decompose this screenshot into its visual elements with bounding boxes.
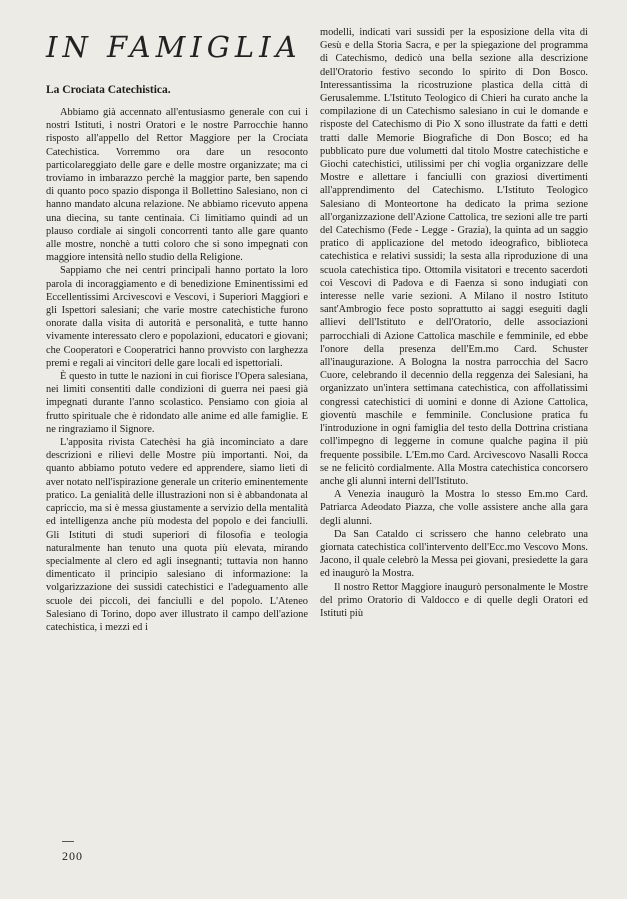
right-column — [320, 26, 588, 620]
paragraph: Sappiamo che nei centri principali hanno portato la loro parola di incoraggiamento e di benedizione Eminentissimi ed Eccellentissimi Arcivescovi e Vescovi, i Superiori Maggiori e gli Ispettori salesiani; che varie mostre catechistiche furono onorate dalla visita di autorità e personalità, e tutte hanno vivamente interessato clero e popolazioni, educatori e giovani; che Cooperatori e Cooperatrici hanno provvisto con larghezza premi e regali ai vincitori delle gare locali ed ispettoriali. — [46, 265, 308, 369]
paragraph: Il nostro Rettor Maggiore inaugurò personalmente le Mostre del primo Oratorio di Valdocco e di quelle degli Oratori ed Istituti più — [320, 581, 588, 619]
paragraph: L'apposita rivista Catechèsi ha già incominciato a dare descrizioni e rilievi delle Mostre più importanti. Noi, da quanto abbiamo potuto vedere ed apprendere, siamo lieti di aver notato nell'ispirazione generale un criterio eminentemente pratico. La genialità delle illustrazioni non si è abbandonata al capriccio, ma si è messa giustamente a servizio della mentalità ed intelligenza anche più modesta del popolo e dei fanciulli. Gli Istituti di studi superiori di filosofia e teologia naturalmente han tenuto una quota più elevata, mirando specialmente al clero ed agli insegnanti; tuttavia non hanno dimenticato il principio salesiano di informazione: la volgarizzazione dei sussidi catechistici e l'adeguamento alle scuole dei piccoli, dei fanciulli e del popolo. L'Ateneo Salesiano di Torino, dopo aver illustrato il campo dell'azione catechistica, i mezzi ed i — [46, 437, 308, 633]
folio-dash — [62, 841, 74, 842]
left-column — [46, 26, 308, 634]
paragraph: Da San Cataldo ci scrissero che hanno celebrato una giornata catechistica coll'intervento dell'Ecc.mo Vescovo Mons. Jacono, il quale celebrò la Messa pei giovani, presiedette la gara ed inaugurò la Mostra. — [320, 528, 588, 580]
paragraph: modelli, indicati vari sussidi per la esposizione della vita di Gesù e della Storia Sacra, e per la spiegazione del programma di Catechismo, dedicò una bella sezione alla descrizione dell'Oratorio festivo secondo lo spirito di Don Bosco. Interessantissima la ricostruzione plastica della città di Gerusalemme. L'Istituto Teologico di Chieri ha curato anche la compilazione di un Catechismo salesiano in cui le domande e risposte del Catechismo di Pio X sono illustrate da fatti e detti tratti dalle Memorie Biografiche di Don Bosco; ed ha pubblicato pure due volumetti dal titolo Mostre catechistiche e Giochi catechistici, utilissimi per chi voglia organizzare delle Mostre e allettare i fanciulli con graziosi divertimenti all'apprendimento del Catechismo. L'Istituto Teologico Salesiano di Monteortone ha dedicato la prima sezione all'organizzazione dell'Azione Cattolica, tre sezioni alle tre parti del Catechismo (Fede - Legge - Grazia), la quinta ad un saggio pratico di applicazione del metodo ideografico, biblioteca catechistica e relativi sussidi; la sesta alla riproduzione di una scuola catechistica tipo. Ottomila visitatori e trecento sacerdoti coi Vescovi di Padova e di Faenza si sono indugiati con interesse nelle varie sezioni. A Milano il nostro Istituto sant'Ambrogio fece posto soprattutto ai saggi eseguiti dagli allievi dell'Istituto e dell'Oratorio, delle associazioni parrocchiali di Azione Cattolica maschile e femminile, ed ebbe l'onore della presenza dell'Em.mo Card. Schuster all'inaugurazione. A Bologna la nostra parrocchia del Sacro Cuore, celebrando il decennio della reggenza dei Salesiani, ha organizzato un'intera settimana catechistica, con affollatissimi congressi catechistici di uomini e donne di Azione Cattolica, gioventù maschile e femminile. Conclusione pratica fu l'introduzione in ogni famiglia del testo della Dottrina cristiana coll'impegno di leggerne in comune qualche pagina il più frequente possibile. L'Em.mo Card. Arcivescovo Nasalli Rocca se ne felicitò cordialmente. Alla Mostra catechistica concorsero anche gli alunni interni dell'Istituto. — [320, 27, 588, 487]
paragraph: Abbiamo già accennato all'entusiasmo generale con cui i nostri Istituti, i nostri Oratori e le nostre Parrocchie hanno risposto all'appello del Rettor Maggiore per la Crociata Catechistica. Vorremmo ora dare un resoconto particolareggiato delle gare e delle mostre organizzate; ma ci troviamo in imbarazzo perchè la maggior parte, ben sapendo di quanto poco spazio disponga il Bollettino Salesiano, non ci hanno mandato alcuna relazione. Ne abbiamo ricevuto appena una diecina, su tante centinaia. Ci limitiamo quindi ad un plauso cordiale ai singoli concorrenti tanto alle gare quanto alle mostre, nonchè a tutti coloro che si sono impegnati con maggiore intensità nello studio della Religione. — [46, 107, 308, 264]
paragraph: A Venezia inaugurò la Mostra lo stesso Em.mo Card. Patriarca Adeodato Piazza, che volle assistere anche alla gara degli alunni. — [320, 489, 588, 527]
paragraph: È questo in tutte le nazioni in cui fiorisce l'Opera salesiana, nei limiti consentiti dalle condizioni di guerra nei paesi già impegnati durante l'anno scolastico. Pensiamo con gioia al frutto spirituale che è ridondato alle anime ed alle famiglie. E ne ringraziamo il Signore. — [46, 371, 308, 435]
page-title: IN FAMIGLIA — [46, 30, 302, 64]
section-heading: La Crociata Catechistica. — [46, 84, 171, 96]
page-number: 200 — [62, 849, 83, 863]
